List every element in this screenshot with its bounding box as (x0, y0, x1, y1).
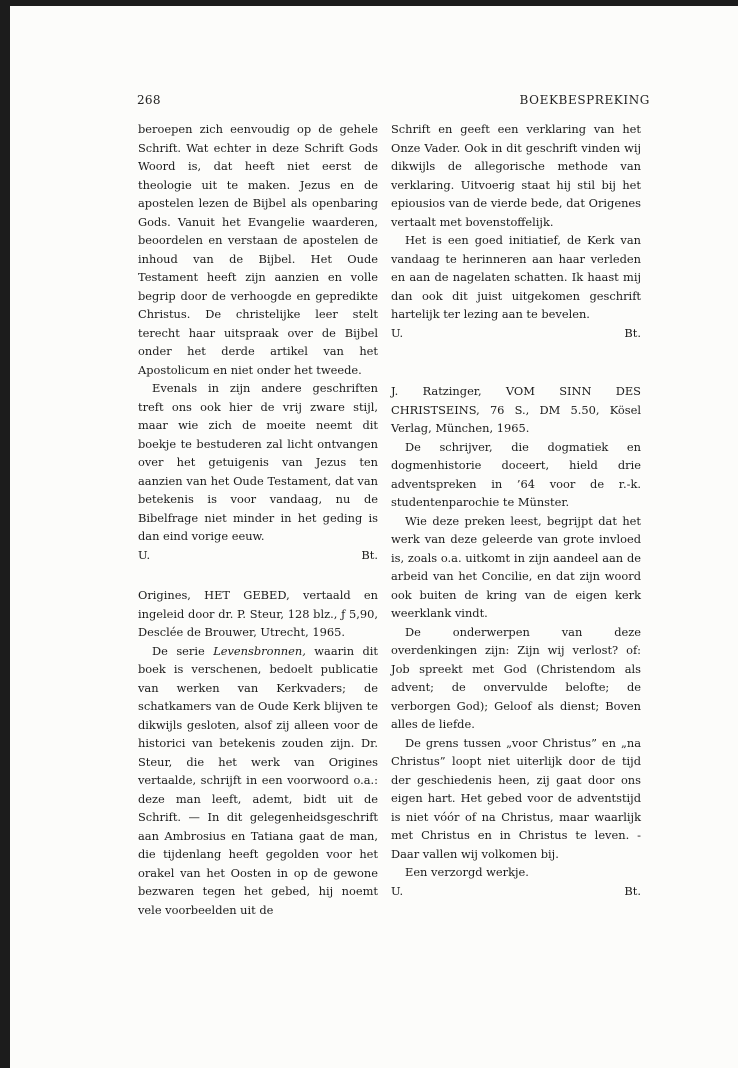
review2-closing: Het is een goed initiatief, de Kerk van vandaag te herinneren aan haar verleden en aan de nagelaten schatten. Ik haast mij dan ook dit juist uitgekomen geschrift hartelijk ter lezing aan te bevelen. (391, 233, 641, 321)
review1-continuation: beroepen zich eenvoudig op de gehele Schrift. Wat echter in deze Schrift Gods Woord is, dat heeft niet eerst de theologie uit te maken. Jezus en de apostelen lezen de Bijbel als openbaring Gods. Vanuit het Evangelie waarderen, beoordelen en verstaan de apostelen de inhoud van de Bijbel. Het Oude Testament heeft zijn aanzien en volle begrip door de verhoogde en gepredikte Christus. De christelijke leer stelt terecht haar uitspraak over de Bijbel onder het derde artikel van het Apostolicum en niet onder het tweede. (138, 122, 378, 377)
signature-reviewer: Bt. (624, 325, 641, 340)
review2-signature (391, 324, 641, 343)
review3-paragraph-4: De grens tussen „voor Christus” en „na Christus” loopt niet uiterlijk door de tijd der geschiedenis heen, zij gaat door ons eigen hart. Het gebed voor de adventstijd is niet vóór of na Christus, maar waarlijk met Christus en in Christus te leven. - Daar vallen wij volkomen bij. (391, 735, 641, 861)
page-number: 268 (137, 93, 161, 107)
scan-border-left (0, 0, 10, 1068)
right-column (391, 120, 641, 900)
review3-paragraph-5: Een verzorgd werkje. (405, 865, 529, 879)
signature-reviewer: Bt. (624, 883, 641, 898)
review3-paragraph-3: De onderwerpen van deze overdenkingen zijn: Zijn wij verlost? of: Job spreekt met God (Christendom als advent; de onvervulde belofte; de verborgen God); Geloof als dienst; Boven alles de liefde. (391, 624, 641, 731)
signature-initial: U. (391, 325, 404, 340)
review2-continuation: Schrift en geeft een verklaring van het Onze Vader. Ook in dit geschrift vinden wij dikwijls de allegorische methode van verklaring. Uitvoerig staat hij stil bij het epiousios van de vierde bede, dat Origenes vertaalt met bovenstoffelijk. (391, 122, 641, 229)
review1-signature (138, 546, 378, 565)
series-title: Levensbronnen, (213, 643, 306, 658)
signature-reviewer: Bt. (361, 547, 378, 562)
review3-paragraph-2: Wie deze preken leest, begrijpt dat het werk van deze geleerde van grote invloed is, zoals o.a. uitkomt in zijn aandeel aan de arbeid van het Concilie, en dat zijn woord ook buiten de kring van de eigen kerk weerklank vindt. (391, 513, 641, 620)
running-header: BOEKBESPREKING (519, 93, 650, 107)
review2-text-a: De serie (152, 643, 214, 658)
review2-text-b: waarin dit boek is verschenen, bedoelt publicatie van werken van Kerkvaders; de schatkamers van de Oude Kerk blijven te dikwijls gesloten, alsof zij alleen voor de historici van betekenis zouden zijn. Dr. Steur, die het werk van Origines vertaalde, schrijft in een voorwoord o.a.: deze man leeft, ademt, bidt uit de Schrift. — In dit gelegenheidsgeschrift aan Ambrosius en Tatiana gaat de man, die tijdenlang heeft gegolden voor het orakel van het Oosten in op de gewone bezwaren tegen het gebed, hij noemt vele voorbeelden uit de (138, 643, 378, 917)
review1-paragraph: Evenals in zijn andere geschriften treft ons ook hier de vrij zware stijl, maar wie zich de moeite neemt dit boekje te bestuderen zal licht ontvangen over het getuigenis van Jezus ten aanzien van het Oude Testament, dat van betekenis is voor vandaag, nu de Bibelfrage niet minder in het geding is dan eind vorige eeuw. (138, 381, 378, 543)
review3-paragraph-1: De schrijver, die dogmatiek en dogmenhistorie doceert, hield drie adventspreken in ’64 voor de r.-k. studentenparochie te Münster. (391, 439, 641, 509)
review3-citation: J. Ratzinger, VOM SINN DES CHRISTSEINS, 76 S., DM 5.50, Kösel Verlag, München, 1965. (391, 384, 641, 435)
review2-citation: Origines, HET GEBED, vertaald en ingeleid door dr. P. Steur, 128 blz., ƒ 5,90, Desclée de Brouwer, Utrecht, 1965. (138, 588, 378, 639)
signature-initial: U. (138, 547, 151, 562)
left-column (138, 120, 378, 919)
signature-initial: U. (391, 883, 404, 898)
review3-signature (391, 882, 641, 901)
review2-paragraph (138, 642, 378, 920)
